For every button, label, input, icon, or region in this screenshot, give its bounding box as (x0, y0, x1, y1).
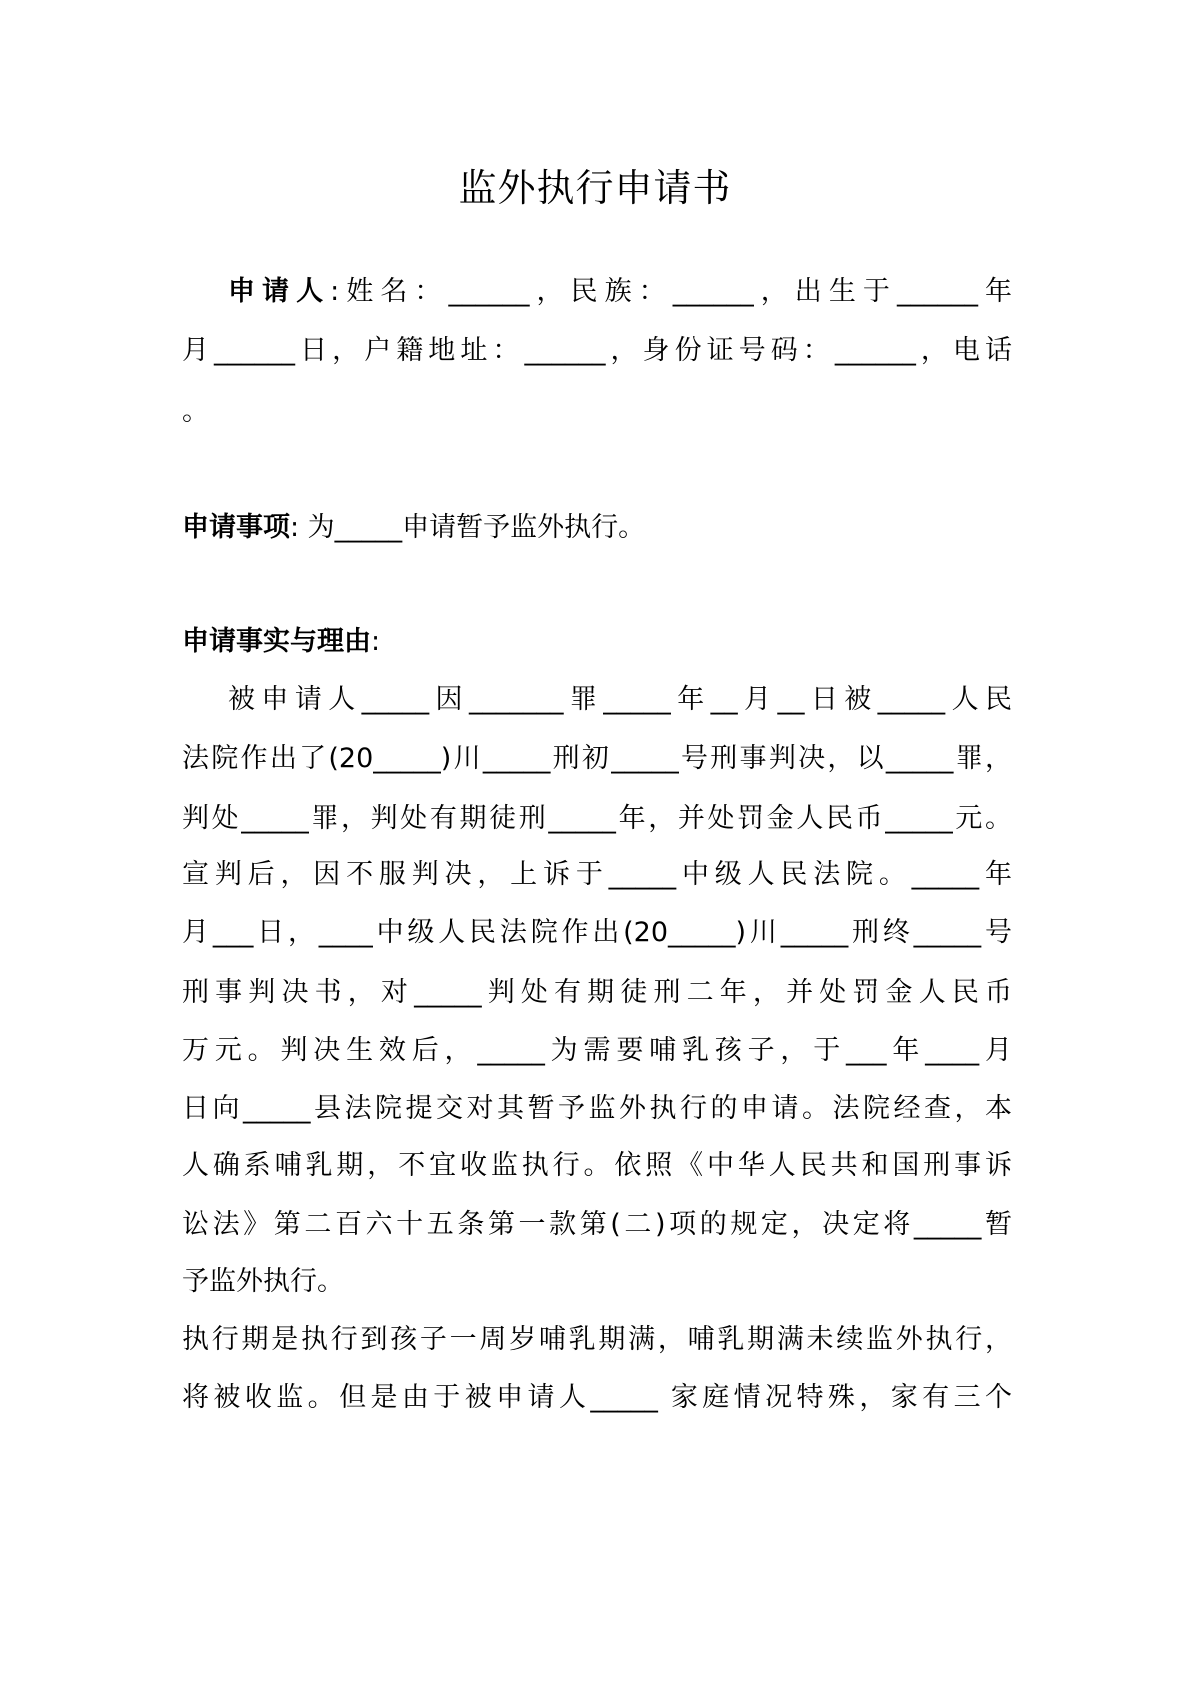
reasons-label: 申请事实与理由 (182, 626, 371, 657)
reasons-heading (182, 622, 1012, 662)
reasons-line-11: 予监外执行。 (182, 1266, 344, 1297)
applicant-line-3: 。 (182, 396, 209, 427)
reasons-line-13: 将被收监。但是由于被申请人_____ 家庭情况特殊，家有三个 (182, 1382, 1012, 1413)
reasons-colon: : (371, 626, 381, 657)
matter-label: 申请事项 (182, 512, 290, 543)
reasons-line-1: 被申请人_____因_______罪_____年__月__日被_____人民 (228, 684, 1012, 715)
reasons-line-7: 万元。判决生效后，_____为需要哺乳孩子，于___年____月 (182, 1035, 1012, 1066)
matter-line (182, 508, 1012, 548)
applicant-line-1-text: :姓名：______，民族：______，出生于______年 (330, 276, 1012, 307)
reasons-line-4: 宣判后，因不服判决，上诉于_____中级人民法院。_____年 (182, 859, 1012, 890)
reasons-line-3: 判处_____罪，判处有期徒刑_____年，并处罚金人民币_____元。 (182, 803, 1012, 834)
applicant-line-2: 月______日，户籍地址：______，身份证号码：______，电话 (182, 335, 1012, 366)
reasons-line-6: 刑事判决书，对_____判处有期徒刑二年，并处罚金人民币 (182, 977, 1012, 1008)
applicant-line-1 (228, 272, 1012, 312)
matter-text: : 为_____申请暂予监外执行。 (290, 512, 646, 543)
reasons-line-12: 执行期是执行到孩子一周岁哺乳期满，哺乳期满未续监外执行， (182, 1324, 1012, 1355)
document-title: 监外执行申请书 (458, 166, 732, 210)
reasons-line-9: 人确系哺乳期，不宜收监执行。依照《中华人民共和国刑事诉 (182, 1150, 1012, 1181)
reasons-line-2: 法院作出了(20_____)川_____刑初_____号刑事判决，以_____罪， (182, 743, 1012, 774)
applicant-label: 申请人 (228, 276, 331, 307)
reasons-line-10: 讼法》第二百六十五条第一款第(二)项的规定，决定将_____暂 (182, 1209, 1012, 1240)
reasons-line-5: 月___日，____中级人民法院作出(20_____)川_____刑终_____号 (182, 917, 1012, 948)
reasons-line-8: 日向_____县法院提交对其暂予监外执行的申请。法院经查，本 (182, 1093, 1012, 1124)
